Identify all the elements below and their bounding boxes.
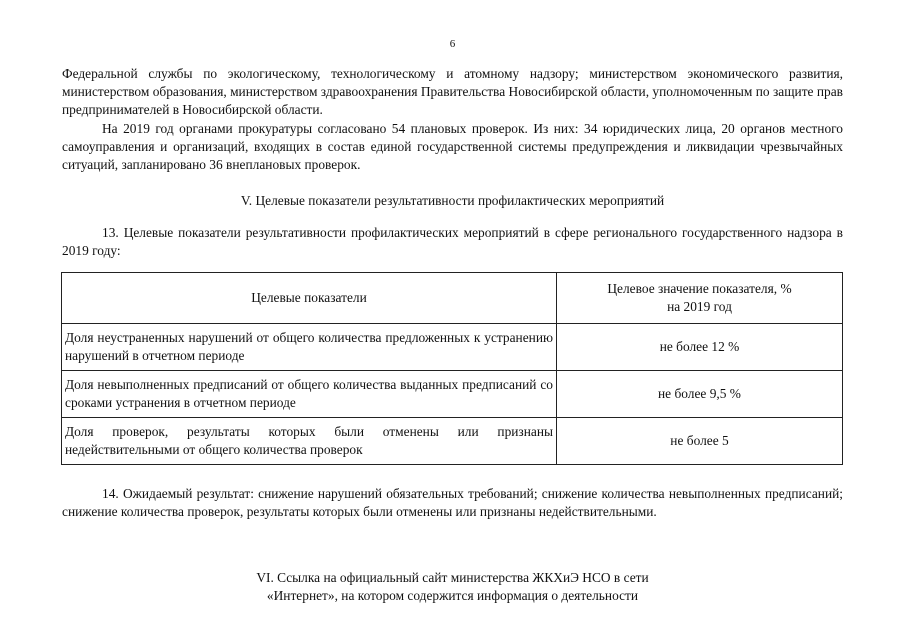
target-indicators-table [61,272,843,465]
table-header-row [62,273,843,324]
paragraph-prosecutor-checks: На 2019 год органами прокуратуры согласовано 54 плановых проверок. Из них: 34 юридических лица, 20 органов местного самоуправления и организаций, входящих в состав единой государственной системы предупреждения и ликвидации чрезвычайных ситуаций, запланировано 36 внеплановых проверок. [62,121,843,172]
row-indicator: Доля неустраненных нарушений от общего количества предложенных к устранению нарушений в отчетном периоде [62,324,557,371]
row-indicator: Доля невыполненных предписаний от общего количества выданных предписаний со сроками устранения в отчетном периоде [62,371,557,418]
paragraph-continuation: Федеральной службы по экологическому, технологическому и атомному надзору; министерством экономического развития, министерством образования, министерством здравоохранения Правительства Новосибирской области, уполномоченным по защите прав предпринимателей в Новосибирской области. [62,66,843,117]
header-target-value-line2: на 2019 год [667,299,732,314]
row-value: не более 5 [557,418,843,465]
table-row [62,324,843,371]
header-indicator: Целевые показатели [62,273,557,324]
table-row [62,371,843,418]
section-6-heading-line2: «Интернет», на котором содержится информация о деятельности [266,588,639,603]
section-6-heading-line1: VI. Ссылка на официальный сайт министерства ЖКХиЭ НСО в сети [256,570,649,585]
header-target-value [557,273,843,324]
row-value: не более 9,5 % [557,371,843,418]
section-5-heading: V. Целевые показатели результативности профилактических мероприятий [240,193,665,208]
table-row [62,418,843,465]
row-indicator: Доля проверок, результаты которых были отменены или признаны недействительными от общего количества проверок [62,418,557,465]
page-number: 6 [449,38,456,50]
header-target-value-line1: Целевое значение показателя, % [607,281,792,296]
paragraph-14-expected-result: 14. Ожидаемый результат: снижение нарушений обязательных требований; снижение количества невыполненных предписаний; снижение количества проверок, результаты которых были отменены или признаны недействительными. [62,486,843,519]
row-value: не более 12 % [557,324,843,371]
section-6-heading [0,569,905,605]
paragraph-13-target-indicators: 13. Целевые показатели результативности профилактических мероприятий в сфере регионального государственного надзора в 2019 году: [62,225,843,258]
